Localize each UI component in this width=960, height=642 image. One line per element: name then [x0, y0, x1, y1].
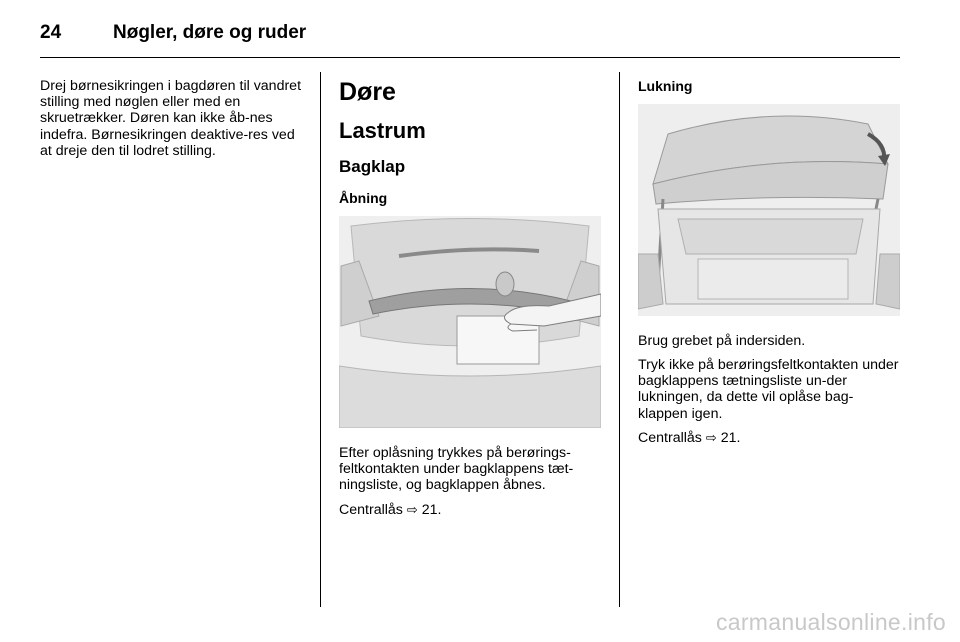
subsection-heading-opening: Åbning [339, 190, 388, 206]
child-lock-paragraph: Drej børnesikringen i bagdøren til vandret stilling med nøglen eller med en skruetrækker. Døren kan ikke åb-nes indefra. Børnesikringen deaktive-res ved at dreje den til lodret stilling. [40, 78, 302, 159]
opening-paragraph: Efter oplåsning trykkes på berørings-feltkontakten under bagklappens tæt-ningsliste, og bagklappen åbnes. [339, 445, 574, 494]
section-heading-tailgate: Bagklap [339, 157, 406, 176]
section-heading-doors: Døre [339, 78, 396, 106]
page-arrow-icon: ⇨ [705, 431, 717, 446]
chapter-title: Nøgler, døre og ruder [113, 22, 307, 43]
page-number: 24 [40, 22, 62, 43]
subsection-heading-closing: Lukning [638, 78, 693, 94]
column-divider-left [320, 72, 321, 607]
tailgate-closing-illustration [638, 104, 900, 316]
middle-column [339, 0, 604, 642]
tailgate-opening-illustration [339, 216, 601, 428]
closing-paragraph-1: Brug grebet på indersiden. [638, 333, 806, 349]
right-column [638, 0, 903, 642]
section-heading-cargo: Lastrum [339, 118, 426, 143]
left-column [40, 78, 305, 167]
central-locking-reference-right[interactable] [638, 430, 903, 447]
reference-page: 21. [421, 502, 442, 518]
central-locking-reference[interactable] [339, 502, 604, 519]
reference-page: 21. [720, 430, 741, 446]
closing-paragraph-2: Tryk ikke på berøringsfeltkontakten under bagklappens tætningsliste un-der lukningen, da dette vil oplåse bag-klappen igen. [638, 357, 899, 422]
tailgate-opening-drawing [339, 216, 601, 428]
tailgate-closing-drawing [638, 104, 900, 316]
page-arrow-icon: ⇨ [406, 503, 418, 518]
reference-label: Centrallås [339, 502, 403, 518]
reference-label: Centrallås [638, 430, 702, 446]
column-divider-right [619, 72, 620, 607]
watermark: carmanualsonline.info [715, 609, 946, 635]
